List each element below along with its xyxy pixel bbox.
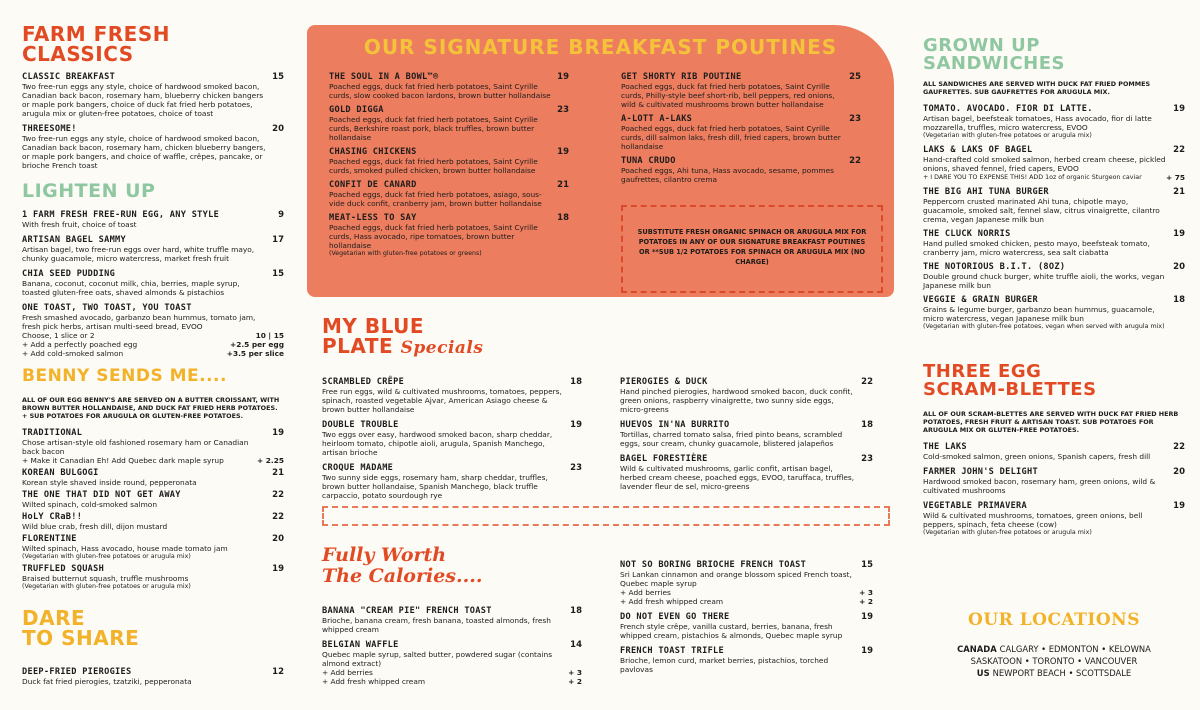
item-description: Duck fat fried pierogies, tzatziki, pepperonata xyxy=(22,677,192,686)
item-description: Cold-smoked salmon, green onions, Spanish capers, fresh dill xyxy=(923,452,1151,461)
lighten-list xyxy=(22,210,284,364)
menu-item xyxy=(621,114,861,151)
item-name: TUNA CRUDO xyxy=(621,156,676,166)
item-price: 15 xyxy=(272,269,284,279)
item-description: Wild & cultivated mushrooms, garlic confit, artisan bagel, herbed cream cheese, poached eggs, EVOO, taruffaca, truffles, lavender fleur de sel, micro-greens xyxy=(620,464,855,491)
item-price: 9 xyxy=(278,210,284,220)
item-description: Wild blue crab, fresh dill, dijon mustard xyxy=(22,522,168,531)
item-price: 19 xyxy=(272,428,284,438)
menu-item xyxy=(329,147,569,175)
menu-item xyxy=(923,262,1185,290)
fully-title-1: Fully Worth xyxy=(322,544,447,566)
item-description: Quebec maple syrup, salted butter, powdered sugar (contains almond extract) xyxy=(322,650,553,668)
menu-item xyxy=(22,428,284,465)
addon-label: + I DARE YOU TO EXPENSE THIS! ADD 1oz of organic Sturgeon caviar xyxy=(923,174,1142,181)
item-price: 19 xyxy=(272,564,284,574)
item-name: 1 FARM FRESH FREE-RUN EGG, ANY STYLE xyxy=(22,210,220,220)
item-name: A-LOTT A-LAKS xyxy=(621,114,693,124)
item-description: Poached eggs, duck fat fried herb potatoes, Saint Cyrille curds, smoked pulled chicken, brown butter hollandaise xyxy=(329,157,538,175)
item-price: 19 xyxy=(1173,104,1185,114)
item-description: Braised butternut squash, truffle mushrooms xyxy=(22,574,189,583)
item-description: Wilted spinach, Hass avocado, house made tomato jam xyxy=(22,544,228,553)
item-price: 22 xyxy=(849,156,861,166)
item-price: 19 xyxy=(1173,501,1185,511)
benny-note: ALL OF OUR EGG BENNY'S ARE SERVED ON A BUTTER CROISSANT, WITH BROWN BUTTER HOLLANDAISE, AND DUCK FAT FRIED HERB POTATOES. + SUB POTATOES FOR ARUGULA OR GLUTEN-FREE POTATOES. xyxy=(22,396,280,420)
item-dietary-note: (Vegetarian with gluten-free potatoes or arugula mix) xyxy=(22,553,191,560)
addon-label: + Add cold-smoked salmon xyxy=(22,349,124,358)
addon-price: + 75 xyxy=(1165,173,1185,182)
item-description: Artisan bagel, beefsteak tomatoes, Hass avocado, fior di latte mozzarella, truffles, micro watercress, EVOO xyxy=(923,114,1152,132)
item-name: THE NOTORIOUS B.I.T. (8OZ) xyxy=(923,262,1066,272)
menu-item xyxy=(620,454,873,491)
scram-title-2: SCRAM-BLETTES xyxy=(923,379,1097,400)
fully-heading xyxy=(322,545,482,587)
decorative-divider xyxy=(322,506,890,526)
locations-list xyxy=(923,643,1185,679)
addon-label: + Add fresh whipped cream xyxy=(322,677,426,686)
item-description: Free run eggs, wild & cultivated mushrooms, tomatoes, peppers, spinach, roasted vegetable Ajvar, American Asiago cheese & brown butter hollandaise xyxy=(322,387,562,414)
item-price: 23 xyxy=(570,463,582,473)
classics-heading xyxy=(22,24,170,64)
item-name: VEGGIE & GRAIN BURGER xyxy=(923,295,1038,305)
item-name: NOT SO BORING BRIOCHE FRENCH TOAST xyxy=(620,560,807,570)
item-description: Double ground chuck burger, white truffle aioli, the works, vegan Japanese milk bun xyxy=(923,272,1165,290)
item-price: 19 xyxy=(557,147,569,157)
item-description: Hardwood smoked bacon, rosemary ham, green onions, wild & cultivated mushrooms xyxy=(923,477,1156,495)
item-price: 18 xyxy=(861,420,873,430)
locations-title: OUR LOCATIONS xyxy=(968,610,1140,630)
dare-title-1: DARE xyxy=(22,606,86,630)
benny-section xyxy=(22,396,284,594)
item-description: Banana, coconut, coconut milk, chia, berries, maple syrup, toasted gluten-free oats, shaved almonds & pistachios xyxy=(22,279,240,297)
menu-item xyxy=(620,646,873,674)
menu-item xyxy=(329,213,569,258)
item-dietary-note: (Vegetarian with gluten-free potatoes or greens) xyxy=(329,250,482,257)
item-description: Poached eggs, duck fat fried herb potatoes, Saint Cyrille curds, Philly-style beef short-rib, bell peppers, red onions, wild & cultivated mushrooms brown butter hollandaise xyxy=(621,82,835,109)
addon-price: + 2.25 xyxy=(256,456,284,465)
menu-item xyxy=(329,180,569,208)
scram-note: ALL OF OUR SCRAM-BLETTES ARE SERVED WITH DUCK FAT FRIED HERB POTATOES, FRESH FRUIT & ARTISAN TOAST. SUB POTATOES FOR ARUGULA MIX OR GLUTEN-FREE POTATOES. xyxy=(923,410,1179,434)
item-price: 12 xyxy=(272,667,284,677)
addon-price: +3.5 per slice xyxy=(226,349,284,358)
addon-row xyxy=(322,677,582,686)
item-name: HUEVOS IN'NA BURRITO xyxy=(620,420,730,430)
substitute-note: SUBSTITUTE FRESH ORGANIC SPINACH OR ARUGULA MIX FOR POTATOES IN ANY OF OUR SIGNATURE BREAKFAST POUTINES OR **SUB 1/2 POTATOES FOR SPINACH OR ARUGULA MIX (NO CHARGE) xyxy=(621,205,883,293)
us-label: US xyxy=(976,668,990,678)
item-description: Poached eggs, duck fat fried herb potatoes, Saint Cyrille curds, Hass avocado, ripe tomatoes, brown butter hollandaise xyxy=(329,223,538,250)
canada-line-1 xyxy=(923,643,1185,655)
dare-heading xyxy=(22,608,139,648)
item-name: ARTISAN BAGEL SAMMY xyxy=(22,235,127,245)
item-name: TRADITIONAL xyxy=(22,428,83,438)
item-dietary-note: (Vegetarian with gluten-free potatoes, vegan when served with arugula mix) xyxy=(923,323,1165,330)
addon-price: + 3 xyxy=(568,668,582,677)
addon-row xyxy=(22,456,284,465)
poutine-left-list xyxy=(329,72,569,258)
item-name: HoLY CRaB!! xyxy=(22,512,83,522)
item-name: CLASSIC BREAKFAST xyxy=(22,72,116,82)
item-description: Peppercorn crusted marinated Ahi tuna, chipotle mayo, guacamole, smoked salt, fennel slaw, citrus vinaigrette, cilantro crema, vegan Japanese milk bun xyxy=(923,197,1160,224)
poutine-panel xyxy=(307,25,894,297)
canada-line-2 xyxy=(923,655,1185,667)
item-description: Tortillas, charred tomato salsa, fried pinto beans, scrambled eggs, sour cream, chunky guacamole, blistered jalapeños xyxy=(620,430,843,448)
item-description: Two eggs over easy, hardwood smoked bacon, sharp cheddar, heirloom tomato, chipotle aioli, arugula, Spanish Manchego, artisan brioche xyxy=(322,430,553,457)
item-price: 19 xyxy=(861,612,873,622)
item-price: 19 xyxy=(861,646,873,656)
item-name: KOREAN BULGOGI xyxy=(22,468,99,478)
item-name: LAKS & LAKS OF BAGEL xyxy=(923,145,1033,155)
menu-item xyxy=(329,105,569,142)
item-price: 20 xyxy=(272,124,284,134)
menu-item xyxy=(620,377,873,414)
item-description: Korean style shaved inside round, pepperonata xyxy=(22,478,197,487)
item-price: 21 xyxy=(1173,187,1185,197)
item-description: Poached eggs, duck fat fried herb potatoes, asiago, sous-vide duck confit, cranberry jam, brown butter hollandaise xyxy=(329,190,542,208)
item-description: Hand pulled smoked chicken, pesto mayo, beefsteak tomato, cranberry jam, micro watercress, sea salt ciabatta xyxy=(923,239,1150,257)
menu-item xyxy=(22,269,284,297)
item-description: Brioche, lemon curd, market berries, pistachios, torched pavlovas xyxy=(620,656,829,674)
item-description: Two sunny side eggs, rosemary ham, sharp cheddar, truffles, brown butter hollandaise, Spanish Manchego, black truffle carpaccio, potato sourdough rye xyxy=(322,473,548,500)
item-price: 19 xyxy=(1173,229,1185,239)
canada-cities-2: SASKATOON • TORONTO • VANCOUVER xyxy=(970,656,1138,666)
item-price: 20 xyxy=(1173,467,1185,477)
menu-item xyxy=(620,420,873,448)
addon-row xyxy=(923,173,1185,182)
menu-item xyxy=(923,501,1185,537)
item-name: THE LAKS xyxy=(923,442,967,452)
item-price: 22 xyxy=(272,512,284,522)
menu-item xyxy=(22,534,284,561)
menu-item xyxy=(22,564,284,591)
menu-item xyxy=(621,72,861,109)
item-name: GOLD DIGGA xyxy=(329,105,384,115)
item-name: PIEROGIES & DUCK xyxy=(620,377,708,387)
addon-label: + Add berries xyxy=(620,588,671,597)
lighten-title: LIGHTEN UP xyxy=(22,180,156,202)
item-dietary-note: (Vegetarian with gluten-free potatoes or arugula mix) xyxy=(923,132,1092,139)
menu-item xyxy=(329,72,569,100)
menu-item xyxy=(22,303,284,358)
item-name: THE CLUCK NORRIS xyxy=(923,229,1011,239)
addon-row xyxy=(322,668,582,677)
canada-cities-1: CALGARY • EDMONTON • KELOWNA xyxy=(999,644,1151,654)
canada-label: CANADA xyxy=(957,644,997,654)
menu-item xyxy=(22,124,284,170)
scram-title-1: THREE EGG xyxy=(923,361,1042,382)
item-price: 23 xyxy=(849,114,861,124)
item-price: 15 xyxy=(272,72,284,82)
item-price: 21 xyxy=(557,180,569,190)
menu-item xyxy=(22,235,284,263)
addon-price: +2.5 per egg xyxy=(230,340,284,349)
addon-price: + 2 xyxy=(859,597,873,606)
grown-note: ALL SANDWICHES ARE SERVED WITH DUCK FAT FRIED POMMES GAUFRETTES. SUB GAUFRETTES FOR ARUGULA MIX. xyxy=(923,80,1151,96)
us-line xyxy=(923,667,1185,679)
fully-right-list xyxy=(620,560,873,680)
blueplate-title-1: MY BLUE xyxy=(322,314,425,338)
item-price: 15 xyxy=(861,560,873,570)
item-name: THE BIG AHI TUNA BURGER xyxy=(923,187,1049,197)
item-price: 19 xyxy=(557,72,569,82)
item-dietary-note: (Vegetarian with gluten-free potatoes or arugula mix) xyxy=(923,529,1092,536)
addon-row xyxy=(620,588,873,597)
item-name: ONE TOAST, TWO TOAST, YOU TOAST xyxy=(22,303,192,313)
addon-row xyxy=(22,340,284,349)
addon-label: + Add a perfectly poached egg xyxy=(22,340,138,349)
item-description: Poached eggs, Ahi tuna, Hass avocado, sesame, pommes gaufrettes, cilantro crema xyxy=(621,166,834,184)
poutine-title: OUR SIGNATURE BREAKFAST POUTINES xyxy=(363,35,838,59)
blueplate-right-list xyxy=(620,377,873,497)
blueplate-left-list xyxy=(322,377,582,506)
item-name: CHASING CHICKENS xyxy=(329,147,417,157)
menu-item xyxy=(22,490,284,509)
blueplate-title-line-2 xyxy=(322,336,483,357)
item-price: 22 xyxy=(272,490,284,500)
menu-item xyxy=(22,72,284,118)
item-description: Poached eggs, duck fat fried herb potatoes, Saint Cyrille curds, slow cooked bacon lardons, brown butter hollandaise xyxy=(329,82,551,100)
item-price: 19 xyxy=(570,420,582,430)
scram-heading xyxy=(923,363,1097,399)
item-price: 20 xyxy=(1173,262,1185,272)
item-name: FLORENTINE xyxy=(22,534,77,544)
classics-title-2: CLASSICS xyxy=(22,42,134,66)
item-name: DEEP-FRIED PIEROGIES xyxy=(22,667,132,677)
blueplate-title-2: PLATE xyxy=(322,334,394,358)
menu-item xyxy=(322,463,582,500)
menu-item xyxy=(923,187,1185,224)
item-description: Poached eggs, duck fat fried herb potatoes, Saint Cyrille curds, dill salmon laks, fresh dill, fried capers, brown butter hollandaise xyxy=(621,124,841,151)
blueplate-title-3: Specials xyxy=(400,338,484,358)
menu-item xyxy=(322,377,582,414)
item-price: 18 xyxy=(557,213,569,223)
item-description: Grains & legume burger, garbanzo bean hummus, guacamole, micro watercress, vegan Japanese milk bun xyxy=(923,305,1155,323)
fully-left-list xyxy=(322,606,582,692)
classics-title-1: FARM FRESH xyxy=(22,22,170,46)
addon-label: + Make it Canadian Eh! Add Quebec dark maple syrup xyxy=(22,456,224,465)
menu-item xyxy=(620,560,873,606)
item-name: FRENCH TOAST TRIFLE xyxy=(620,646,725,656)
item-description: Hand pinched pierogies, hardwood smoked bacon, duck confit, green onions, raspberry vinaigrette, two sunny side eggs, micro-greens xyxy=(620,387,853,414)
item-description: Fresh smashed avocado, garbanzo bean hummus, tomato jam, fresh pick herbs, artisan multi-seed bread, EVOO xyxy=(22,313,256,331)
grown-heading xyxy=(923,37,1065,73)
item-name: THE SOUL IN A BOWL™® xyxy=(329,72,439,82)
item-price: 23 xyxy=(557,105,569,115)
item-name: CHIA SEED PUDDING xyxy=(22,269,116,279)
grown-title-2: SANDWICHES xyxy=(923,53,1065,74)
benny-title: BENNY SENDS ME.... xyxy=(22,366,227,386)
item-price: 21 xyxy=(272,468,284,478)
item-name: CONFIT DE CANARD xyxy=(329,180,417,190)
item-price: 20 xyxy=(272,534,284,544)
item-name: SCRAMBLED CRÊPE xyxy=(322,377,405,387)
menu-item xyxy=(22,468,284,487)
item-name: VEGETABLE PRIMAVERA xyxy=(923,501,1028,511)
item-description: Brioche, banana cream, fresh banana, toasted almonds, fresh whipped cream xyxy=(322,616,551,634)
item-name: FARMER JOHN'S DELIGHT xyxy=(923,467,1038,477)
item-price: 25 xyxy=(849,72,861,82)
item-dietary-note: (Vegetarian with gluten-free potatoes or arugula mix) xyxy=(22,583,191,590)
item-price: 22 xyxy=(1173,442,1185,452)
toast-choice xyxy=(22,331,284,340)
menu-item xyxy=(620,612,873,640)
item-description: Artisan bagel, two free-run eggs over hard, white truffle mayo, chunky guacamole, micro watercress, market fresh fruit xyxy=(22,245,255,263)
fully-title-2: The Calories.... xyxy=(322,565,483,587)
addon-row xyxy=(22,349,284,358)
addon-label: + Add berries xyxy=(322,668,373,677)
item-name: GET SHORTY RIB POUTINE xyxy=(621,72,742,82)
item-description: Sri Lankan cinnamon and orange blossom spiced French toast, Quebec maple syrup xyxy=(620,570,852,588)
item-name: TOMATO. AVOCADO. FIOR DI LATTE. xyxy=(923,104,1093,114)
addon-label: + Add fresh whipped cream xyxy=(620,597,724,606)
us-cities: NEWPORT BEACH • SCOTTSDALE xyxy=(992,668,1132,678)
poutine-right-list xyxy=(621,72,861,189)
item-description: Two free-run eggs any style, choice of hardwood smoked bacon, Canadian back bacon, rosemary ham, blueberry chicken bangers or maple pork bangers, choice of duck fat fried herb potatoes, arugula mix or gluten-free potatoes, choice of toast xyxy=(22,82,264,118)
menu-item xyxy=(923,295,1185,331)
menu-item xyxy=(621,156,861,184)
menu-item xyxy=(22,667,284,686)
menu-item xyxy=(923,442,1185,461)
menu-item xyxy=(923,145,1185,182)
item-price: 22 xyxy=(861,377,873,387)
item-description: With fresh fruit, choice of toast xyxy=(22,220,137,229)
item-description: Two free-run eggs any style, choice of hardwood smoked bacon, Canadian back bacon, rosemary ham, chicken blueberry bangers, or maple pork bangers, and choice of waffle, crêpes, pancake, or brioche French toast xyxy=(22,134,266,170)
item-name: MEAT-LESS TO SAY xyxy=(329,213,417,223)
menu-item xyxy=(322,640,582,686)
dare-list xyxy=(22,667,284,692)
grown-title-1: GROWN UP xyxy=(923,35,1040,56)
menu-item xyxy=(923,229,1185,257)
blueplate-heading xyxy=(322,316,483,357)
item-name: DOUBLE TROUBLE xyxy=(322,420,399,430)
item-description: Wilted spinach, cold-smoked salmon xyxy=(22,500,158,509)
item-name: THE ONE THAT DID NOT GET AWAY xyxy=(22,490,181,500)
item-price: 17 xyxy=(272,235,284,245)
item-name: BAGEL FORESTIÈRE xyxy=(620,454,708,464)
item-description: French style crêpe, vanilla custard, berries, banana, fresh whipped cream, pistachios & almonds, Quebec maple syrup xyxy=(620,622,843,640)
item-name: CROQUE MADAME xyxy=(322,463,394,473)
item-name: BELGIAN WAFFLE xyxy=(322,640,399,650)
menu-item xyxy=(22,210,284,229)
item-name: TRUFFLED SQUASH xyxy=(22,564,105,574)
menu-item xyxy=(322,420,582,457)
toast-price: 10 | 15 xyxy=(255,331,284,340)
item-description: Wild & cultivated mushrooms, tomatoes, green onions, bell peppers, spinach, feta cheese (cow) xyxy=(923,511,1143,529)
item-price: 23 xyxy=(861,454,873,464)
classics-list xyxy=(22,72,284,176)
item-description: Poached eggs, duck fat fried herb potatoes, Saint Cyrille curds, Berkshire roast pork, black truffles, brown butter hollandaise xyxy=(329,115,538,142)
menu-item xyxy=(322,606,582,634)
addon-price: + 3 xyxy=(859,588,873,597)
scram-section xyxy=(923,410,1185,543)
item-price: 18 xyxy=(570,377,582,387)
item-name: BANANA "CREAM PIE" FRENCH TOAST xyxy=(322,606,492,616)
item-price: 18 xyxy=(1173,295,1185,305)
item-price: 14 xyxy=(570,640,582,650)
addon-price: + 2 xyxy=(568,677,582,686)
item-price: 18 xyxy=(570,606,582,616)
item-description: Chose artisan-style old fashioned rosemary ham or Canadian back bacon xyxy=(22,438,249,456)
menu-item xyxy=(22,512,284,531)
item-name: DO NOT EVEN GO THERE xyxy=(620,612,730,622)
item-description: Hand-crafted cold smoked salmon, herbed cream cheese, pickled onions, shaved fennel, fried capers, EVOO xyxy=(923,155,1166,173)
grown-section xyxy=(923,80,1185,336)
menu-item xyxy=(923,104,1185,140)
addon-row xyxy=(620,597,873,606)
dare-title-2: TO SHARE xyxy=(22,626,140,650)
menu-item xyxy=(923,467,1185,495)
toast-choose-label: Choose, 1 slice or 2 xyxy=(22,331,95,340)
item-name: THREESOME! xyxy=(22,124,77,134)
item-price: 22 xyxy=(1173,145,1185,155)
